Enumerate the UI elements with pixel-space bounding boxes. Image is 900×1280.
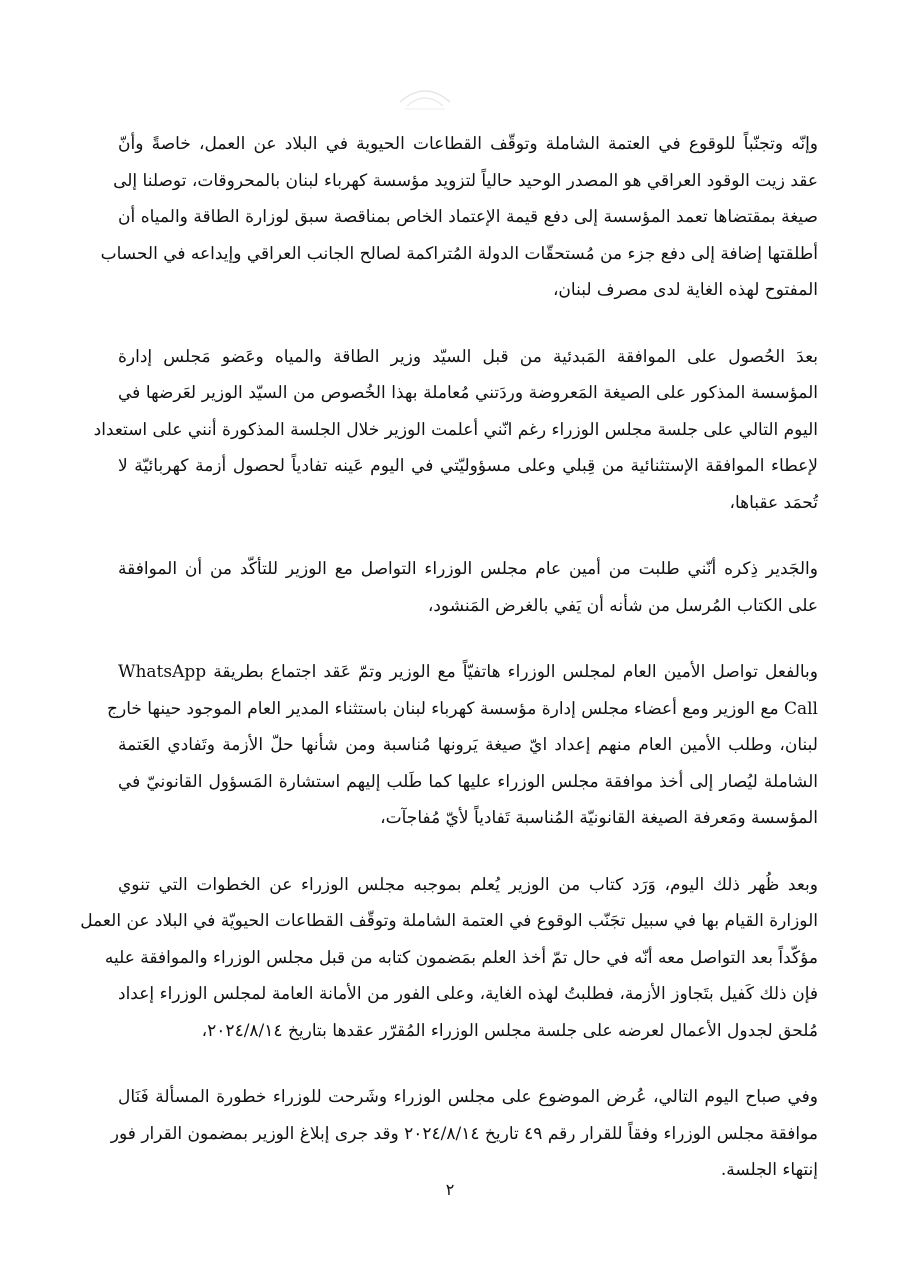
text-line: مُلحق لجدول الأعمال لعرضه على جلسة مجلس الوزراء المُقرّر عقدها بتاريخ ٢٠٢٤/٨/١٤، [201,1020,818,1041]
text-line: والجَدير ذِكره أنّني طلبت من أمين عام مجلس الوزراء التواصل مع الوزير للتأكّد من أن الموافقة [118,559,818,579]
text-line: أطلقتها إضافة إلى دفع جزء من مُستحقّات الدولة المُتراكمة لصالح الجانب العراقي وإيداعه في الحساب [100,243,818,264]
text-line: وبعد ظُهر ذلك اليوم، وَرَد كتاب من الوزير يُعلم بموجبه مجلس الوزراء عن الخطوات التي تنوي [118,874,818,895]
text-line: المؤسسة ومَعرفة الصيغة القانونيّة المُناسبة تَفادياً لأيّ مُفاجآت، [380,808,818,828]
text-line: لإعطاء الموافقة الإستثنائية من قِبلي وعلى مسؤوليّتي في اليوم عَينه تفادياً لحصول أزمة كهربائيّة لا [118,456,818,476]
text-line: مؤكّداً بعد التواصل معه أنّه في حال تمّ أخذ العلم بمَضمون كتابه من قبل مجلس الوزراء والموافقة عليه [104,947,818,968]
paragraph-4 [107,654,818,837]
text-line: صيغة بمقتضاها تعمد المؤسسة إلى دفع قيمة الإعتماد الخاص بمناقصة سبق لوزارة الطاقة والمياه أن [118,207,818,227]
text-line: المؤسسة المذكور على الصيغة المَعروضة وردَتني مُعاملة بهذا الخُصوص من السيّد الوزير لعَرضها في [118,383,818,403]
text-line: المفتوح لهذه الغاية لدى مصرف لبنان، [552,280,818,300]
text-line: اليوم التالي على جلسة مجلس الوزراء رغم انّني أعلمت الوزير خلال الجلسة المذكورة أنني على استعداد [93,419,818,440]
text-line: موافقة مجلس الوزراء وفقاً للقرار رقم ٤٩ تاريخ ٢٠٢٤/٨/١٤ وقد جرى إبلاغ الوزير بمضمون القرار فور [110,1123,818,1144]
paragraph-3 [118,551,818,624]
text-line: عقد زيت الوقود العراقي هو المصدر الوحيد حالياً لتزويد مؤسسة كهرباء لبنان بالمحروقات، توصلنا إلى [113,170,818,191]
page-number: ٢ [445,1180,455,1199]
text-line: على الكتاب المُرسل من شأنه أن يَفي بالغرض المَنشود، [427,595,818,616]
paragraph-6 [110,1079,818,1189]
text-line: وفي صباح اليوم التالي، عُرض الموضوع على مجلس الوزراء وشَرحت للوزراء خطورة المسألة فَنَال [118,1087,818,1107]
text-line: إنتهاء الجلسة. [720,1160,818,1180]
faded-emblem-icon [395,78,455,112]
text-line: لبنان، وطلب الأمين العام منهم إعداد ايّ صيغة يَرونها مُناسبة ومن شأنها حلّ الأزمة وتَفادي العَتمة [118,735,818,755]
paragraph-1 [100,126,818,309]
document-body [80,126,818,1189]
text-line: Call مع الوزير ومع أعضاء مجلس إدارة مؤسسة كهرباء لبنان باستثناء المدير العام الموجود حينها خارج [107,698,818,719]
text-line: وإنّه وتجنّباً للوقوع في العتمة الشاملة وتوقّف القطاعات الحيوية في البلاد عن العمل، خاصةً وأنّ [118,134,818,154]
paragraph-2 [93,339,818,522]
text-line: فإن ذلك كَفيل بتَجاوز الأزمة، فطلبتُ لهذه الغاية، وعلى الفور من الأمانة العامة لمجلس الوزراء إعداد [118,984,818,1004]
paragraph-5 [80,867,818,1050]
text-line: الشاملة ليُصار إلى أخذ موافقة مجلس الوزراء عليها كما طَلب إليهم استشارة المَسؤول القانونيّ في [118,771,818,792]
text-line: الوزارة القيام بها في سبيل تجَنّب الوقوع في العتمة الشاملة وتوقّف القطاعات الحيويّة في البلاد عن العمل [80,911,818,931]
text-line: بعدَ الحُصول على الموافقة المَبدئية من قبل السيّد وزير الطاقة والمياه وعَضو مَجلس إدارة [118,346,818,367]
text-line: تُحمَد عقباها، [729,492,818,513]
text-line: وبالفعل تواصل الأمين العام لمجلس الوزراء هاتفيّاً مع الوزير وتمّ عَقد اجتماع بطريقة WhatsApp [118,662,818,682]
